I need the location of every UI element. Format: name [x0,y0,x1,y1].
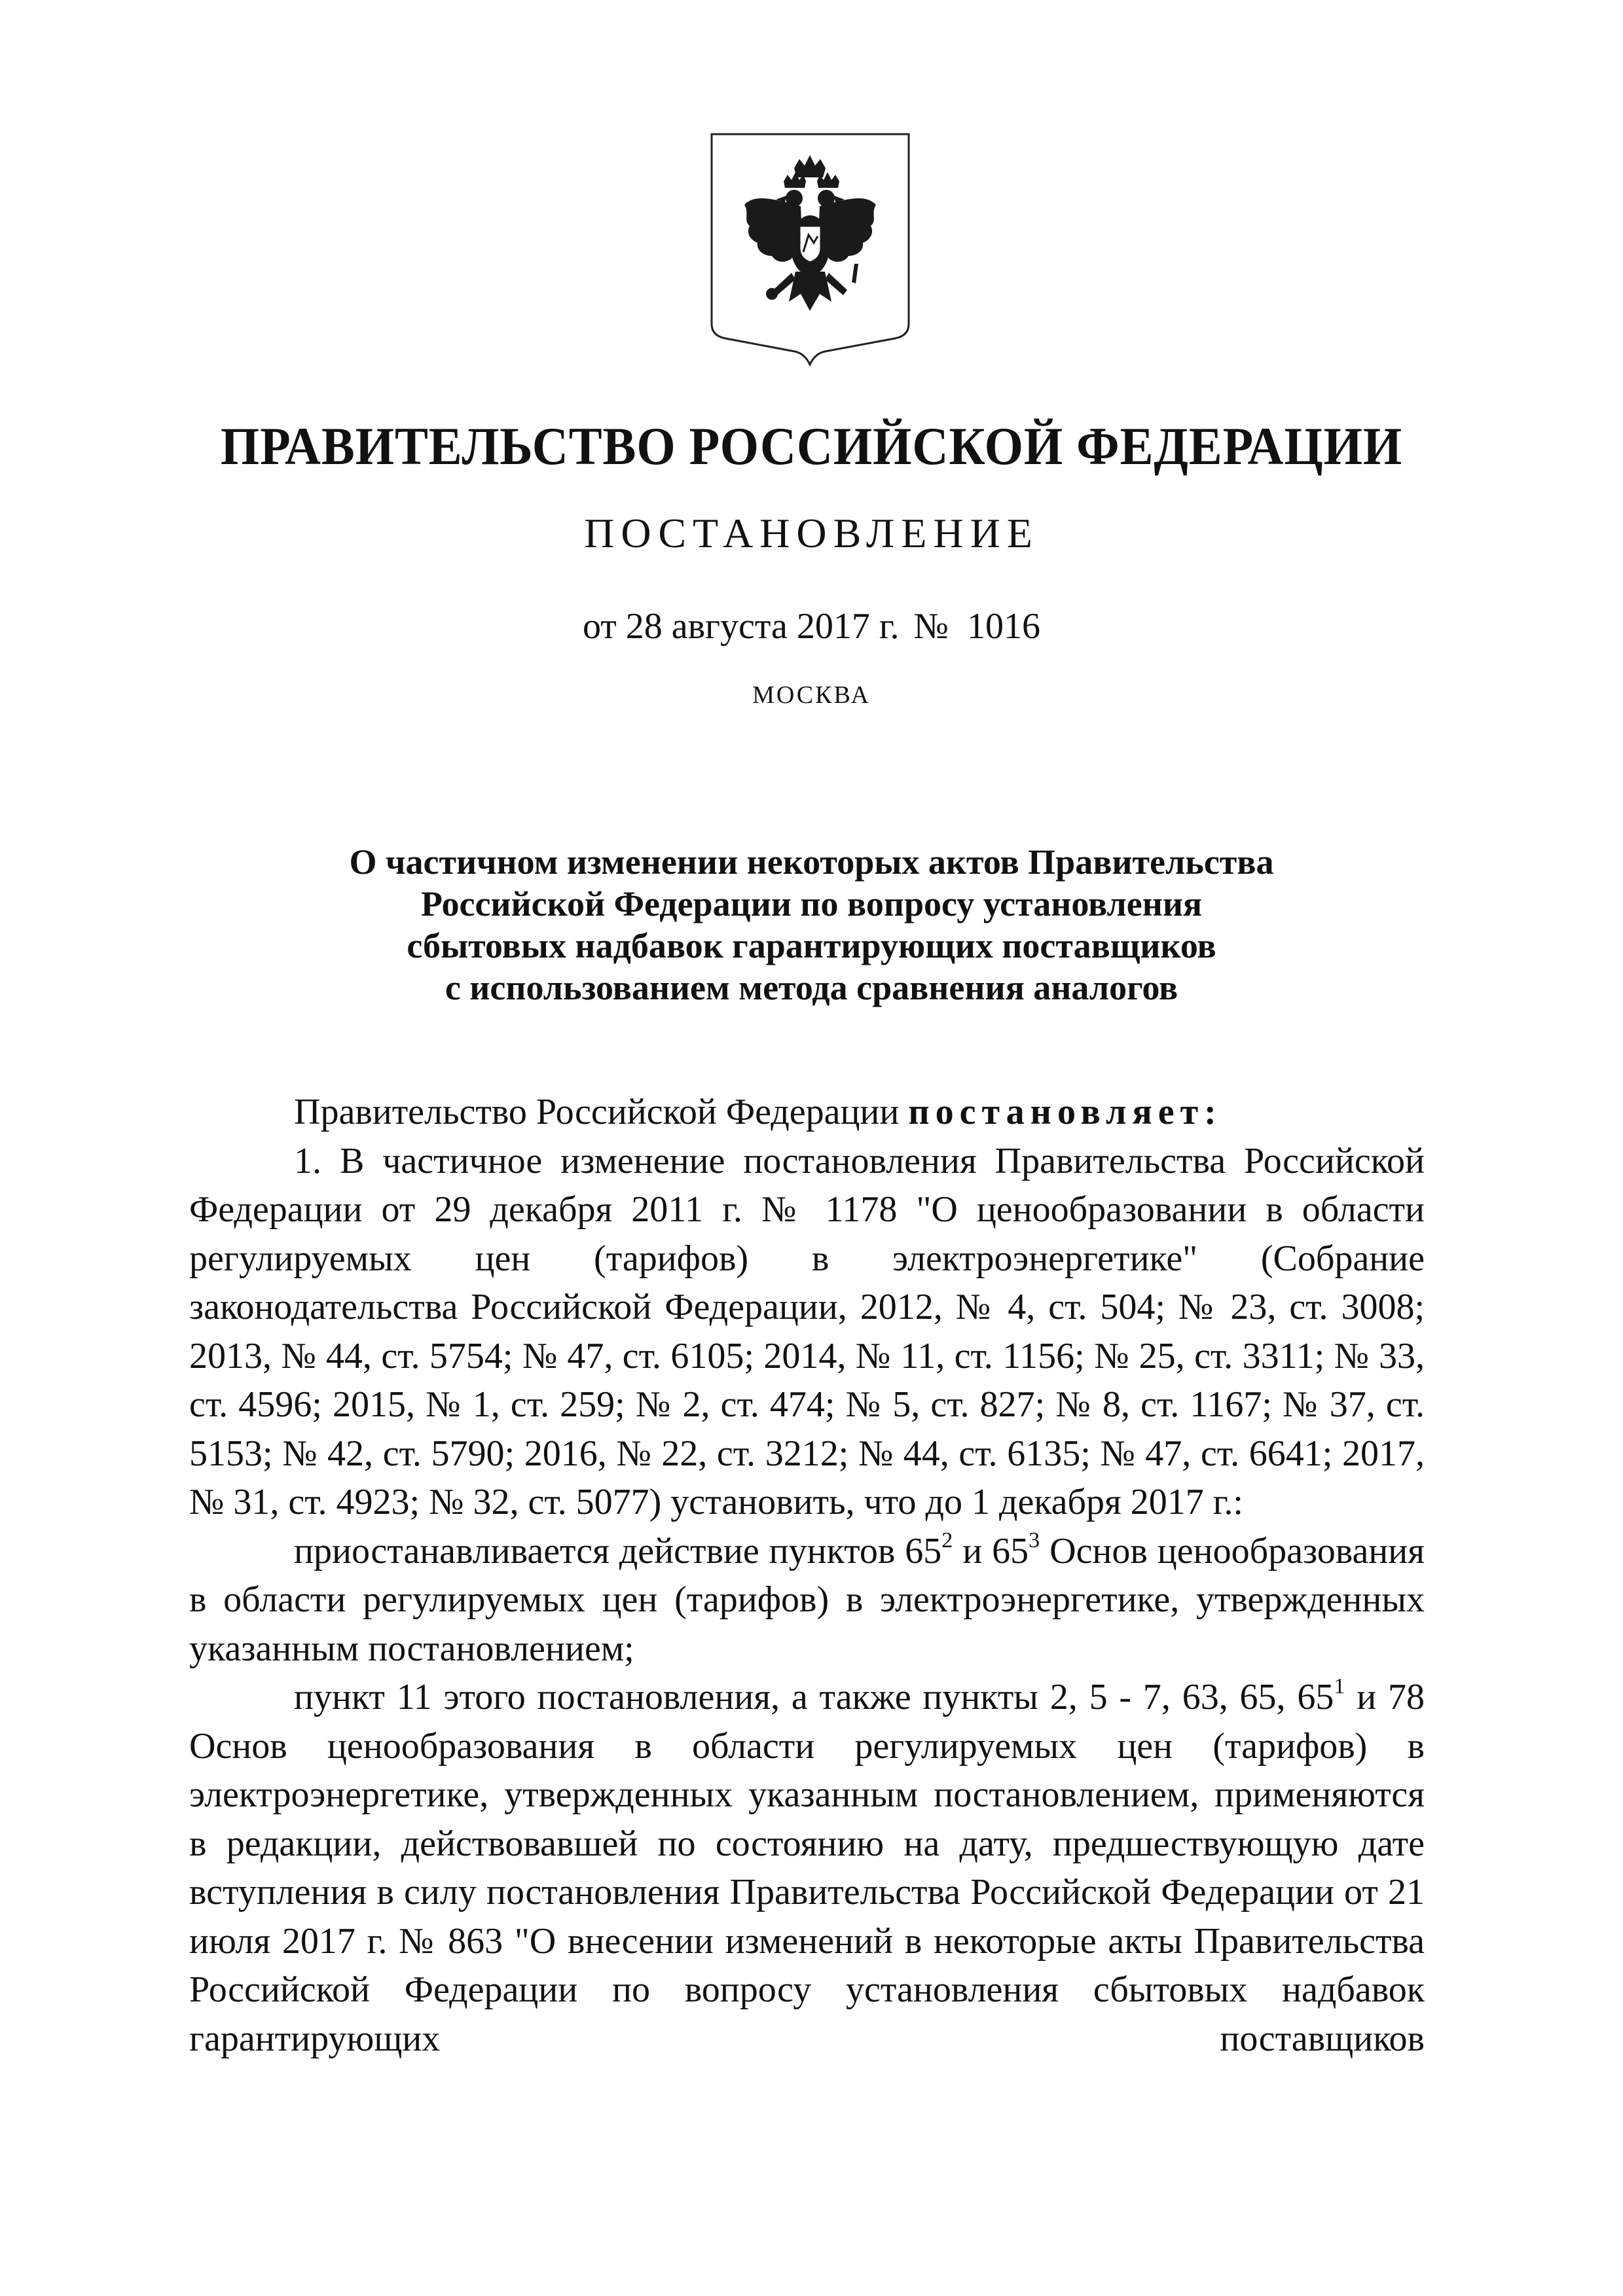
document-body [189,1088,1425,2063]
superscript: 3 [1029,1528,1040,1552]
document-city: МОСКВА [752,681,871,709]
document-date: от 28 августа 2017 г. [583,606,900,647]
paragraph-3 [189,1673,1425,2063]
document-date-number [0,605,1623,647]
paragraph-1: 1. В частичное изменение постановления Правительства Российской Федерации от 29 декабря 2011 г. № 1178 "О ценообразовании в области регулируемых цен (тарифов) в электроэнергетике" (Собрание законодательства Российской Федерации, 2012, № 4, ст. 504; № 23, ст. 3008; 2013, № 44, ст. 5754; № 47, ст. 6105; 2014, № 11, ст. 1156; № 25, ст. 3311; № 33, ст. 4596; 2015, № 1, ст. 259; № 2, ст. 474; № 5, ст. 827; № 8, ст. 1167; № 37, ст. 5153; № 42, ст. 5790; 2016, № 22, ст. 3212; № 44, ст. 6135; № 47, ст. 6641; 2017, № 31, ст. 4923; № 32, ст. 5077) установить, что до 1 декабря 2017 г.: [189,1140,1425,1522]
title-line: О частичном изменении некоторых актов Правительства [349,842,1274,882]
intro-prefix: Правительство Российской Федерации [294,1092,900,1132]
paragraph-2-part: приостанавливается действие пунктов 65 [294,1530,942,1571]
government-title: ПРАВИТЕЛЬСТВО РОССИЙСКОЙ ФЕДЕРАЦИИ [220,416,1403,476]
paragraph-2-part: Основ ценообразования в области регулируемых цен (тарифов) в электроэнергетике, утвержденных указанным постановлением; [189,1530,1425,1669]
intro-paragraph [189,1088,1425,1137]
title-line: с использованием метода сравнения аналогов [445,968,1178,1007]
state-emblem [704,128,917,367]
emblem-icon [704,128,917,367]
paragraph-2-part: и 65 [953,1530,1029,1571]
superscript: 1 [1334,1674,1345,1699]
title-line: Российской Федерации по вопросу установления [420,884,1203,924]
document-title [0,841,1623,1009]
document-type: ПОСТАНОВЛЕНИЕ [584,510,1039,556]
paragraph-3-part: и 78 Основ ценообразования в области регулируемых цен (тарифов) в электроэнергетике, утвержденных указанным постановлением, применяются в редакции, действовавшей по состоянию на дату, предшествующую дате вступления в силу постановления Правительства Российской Федерации от 21 июля 2017 г. № 863 "О внесении изменений в некоторые акты Правительства Российской Федерации по вопросу установления сбытовых надбавок гарантирующих поставщиков [189,1677,1425,2059]
decree-word: постановляет: [908,1092,1222,1132]
paragraph-2 [189,1527,1425,1674]
superscript: 2 [941,1528,953,1552]
title-line: сбытовых надбавок гарантирующих поставщиков [407,926,1216,965]
document-number: 1016 [966,606,1040,647]
paragraph-3-part: пункт 11 этого постановления, а также пункты 2, 5 - 7, 63, 65, 65 [294,1677,1334,1717]
number-label: № [913,606,949,647]
